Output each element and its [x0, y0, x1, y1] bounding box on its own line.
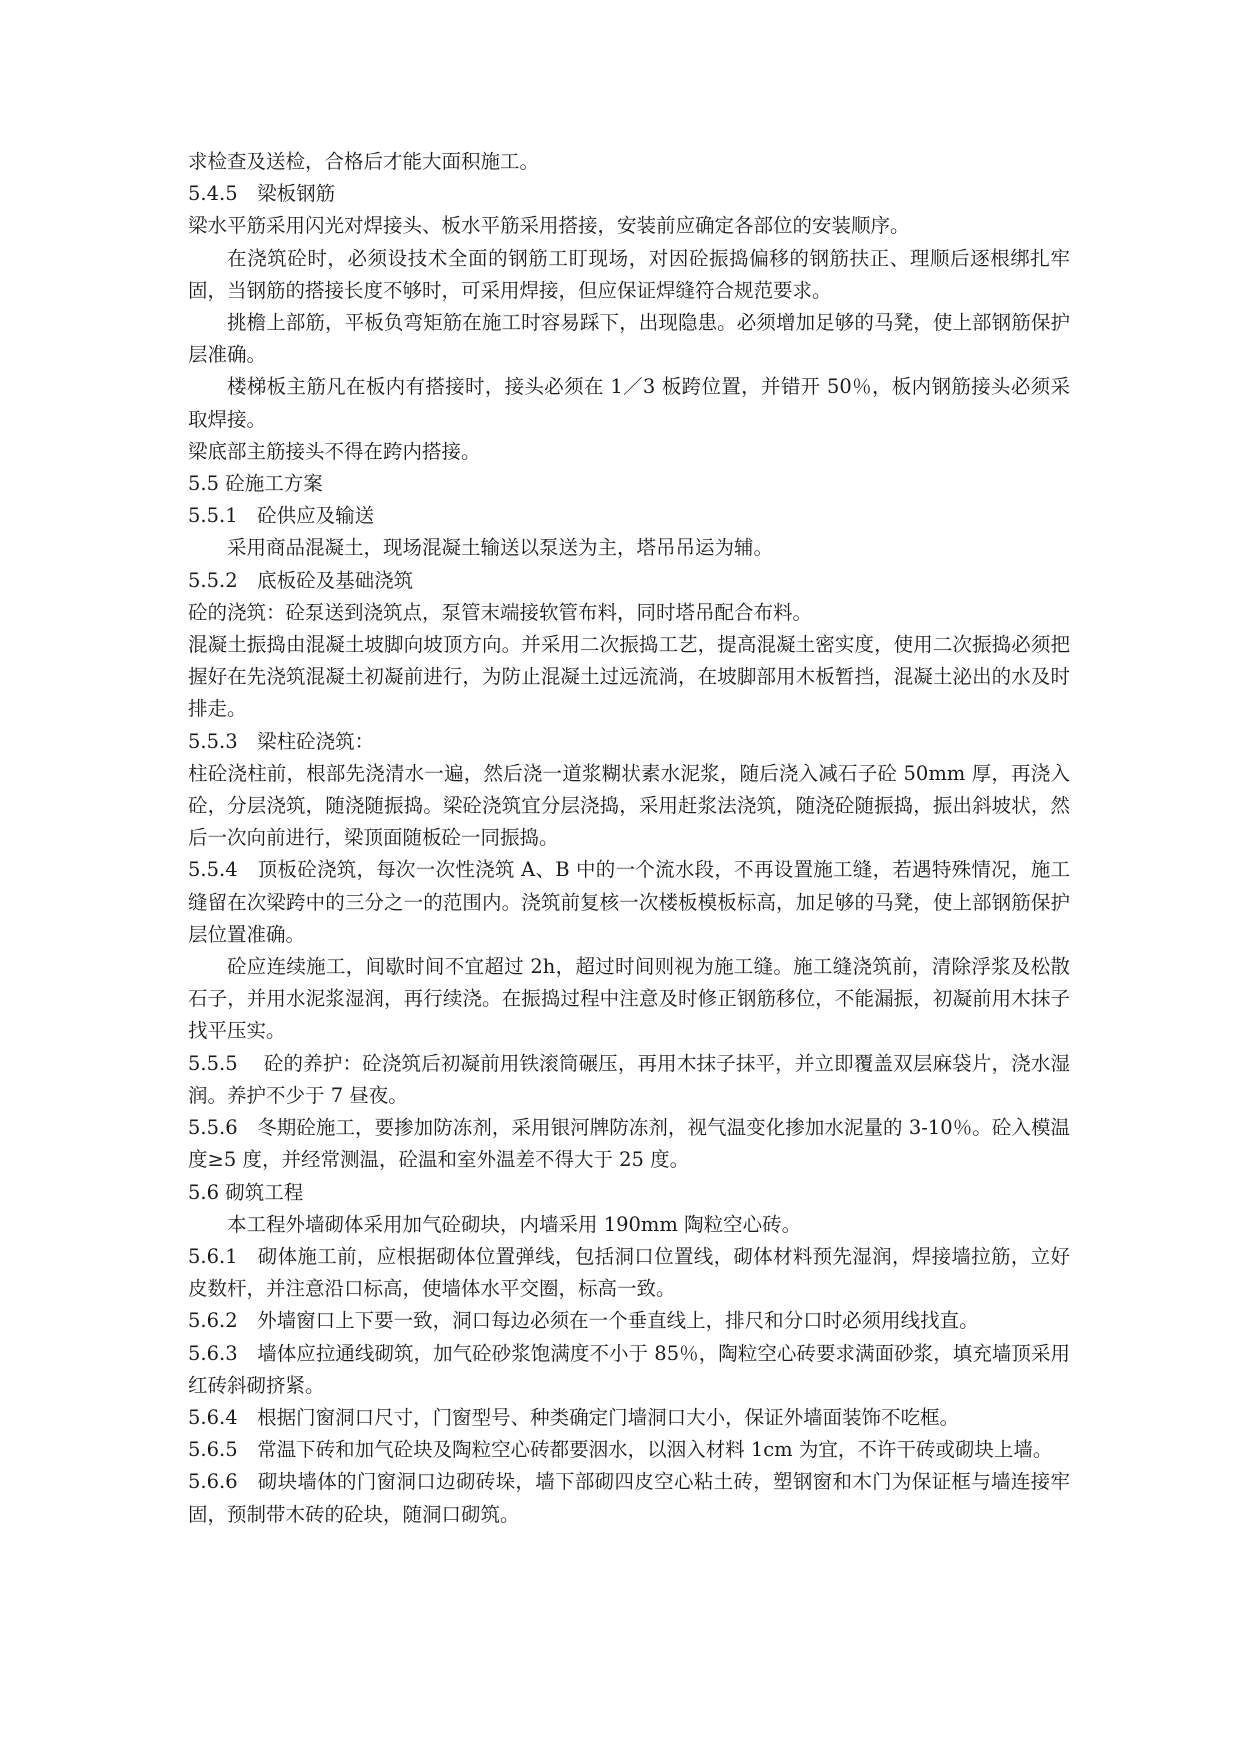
document-body — [188, 146, 1070, 1531]
section-heading: 5.4.5 梁板钢筋 — [188, 182, 336, 206]
paragraph: 5.5.5 砼的养护：砼浇筑后初凝前用铁滚筒碾压，再用木抹子抹平，并立即覆盖双层麻袋片，浇水湿润。养护不少于 7 昼夜。 — [188, 1051, 1070, 1107]
paragraph: 5.6.2 外墙窗口上下要一致，洞口每边必须在一个垂直线上，排尺和分口时必须用线找直。 — [188, 1309, 979, 1333]
paragraph: 砼应连续施工，间歇时间不宜超过 2h，超过时间则视为施工缝。施工缝浇筑前，清除浮浆及松散石子，并用水泥浆湿润，再行续浇。在振捣过程中注意及时修正钢筋移位，不能漏振，初凝前用木抹子找平压实。 — [188, 955, 1070, 1043]
paragraph: 柱砼浇柱前，根部先浇清水一遍，然后浇一道浆糊状素水泥浆，随后浇入减石子砼 50mm 厚，再浇入砼，分层浇筑，随浇随振捣。梁砼浇筑宜分层浇捣，采用赶浆法浇筑，随浇砼随振捣，振出斜坡状，然后一次向前进行，梁顶面随板砼一同振捣。 — [188, 761, 1070, 850]
section-heading: 5.6 砌筑工程 — [188, 1180, 304, 1204]
paragraph: 5.6.4 根据门窗洞口尺寸，门窗型号、种类确定门墙洞口大小，保证外墙面装饰不吃框。 — [188, 1405, 960, 1429]
paragraph: 5.6.6 砌块墙体的门窗洞口边砌砖垛，墙下部砌四皮空心粘土砖，塑钢窗和木门为保证框与墙连接牢固，预制带木砖的砼块，随洞口砌筑。 — [188, 1470, 1070, 1526]
paragraph: 5.6.5 常温下砖和加气砼块及陶粒空心砖都要洇水，以洇入材料 1cm 为宜，不许干砖或砌块上墙。 — [188, 1438, 1053, 1462]
paragraph: 梁水平筋采用闪光对焊接头、板水平筋采用搭接，安装前应确定各部位的安装顺序。 — [188, 214, 910, 238]
section-heading: 5.5 砼施工方案 — [188, 472, 323, 496]
paragraph: 砼的浇筑：砼泵送到浇筑点，泵管末端接软管布料，同时塔吊配合布料。 — [188, 600, 813, 624]
paragraph: 在浇筑砼时，必须设技术全面的钢筋工盯现场，对因砼振捣偏移的钢筋扶正、理顺后逐根绑扎牢固，当钢筋的搭接长度不够时，可采用焊接，但应保证焊缝符合规范要求。 — [188, 246, 1070, 302]
paragraph: 挑檐上部筋，平板负弯矩筋在施工时容易踩下，出现隐患。必须增加足够的马凳，使上部钢筋保护层准确。 — [188, 311, 1070, 367]
section-heading: 5.5.2 底板砼及基础浇筑 — [188, 568, 414, 592]
paragraph: 采用商品混凝土，现场混凝土输送以泵送为主，塔吊吊运为辅。 — [227, 536, 774, 560]
paragraph: 5.6.1 砌体施工前，应根据砌体位置弹线，包括洞口位置线，砌体材料预先湿润，焊接墙拉筋，立好皮数杆，并注意沿口标高，使墙体水平交圈，标高一致。 — [188, 1244, 1070, 1301]
paragraph: 梁底部主筋接头不得在跨内搭接。 — [188, 439, 481, 463]
paragraph: 5.6.3 墙体应拉通线砌筑，加气砼砂浆饱满度不小于 85％，陶粒空心砖要求满面砂浆，填充墙顶采用红砖斜砌挤紧。 — [188, 1341, 1070, 1397]
paragraph: 5.5.4 顶板砼浇筑，每次一次性浇筑 A、B 中的一个流水段，不再设置施工缝，若遇特殊情况，施工缝留在次梁跨中的三分之一的范围内。浇筑前复核一次楼板模板标高，加足够的马凳，使上部钢筋保护层位置准确。 — [188, 858, 1070, 946]
paragraph: 5.5.6 冬期砼施工，要掺加防冻剂，采用银河牌防冻剂，视气温变化掺加水泥量的 3-10％。砼入模温度≥5 度，并经常测温，砼温和室外温差不得大于 25 度。 — [188, 1116, 1070, 1172]
paragraph: 本工程外墙砌体采用加气砼砌块，内墙采用 190mm 陶粒空心砖。 — [227, 1212, 802, 1236]
section-heading: 5.5.1 砼供应及输送 — [188, 504, 375, 528]
paragraph: 求检查及送检，合格后才能大面积施工。 — [188, 150, 540, 173]
paragraph: 楼梯板主筋凡在板内有搭接时，接头必须在 1／3 板跨位置，并错开 50％，板内钢筋接头必须采取焊接。 — [188, 375, 1070, 431]
paragraph: 混凝土振捣由混凝土坡脚向坡顶方向。并采用二次振捣工艺，提高混凝土密实度，使用二次振捣必须把握好在先浇筑混凝土初凝前进行，为防止混凝土过远流淌，在坡脚部用木板暂挡，混凝土泌出的水及时排走。 — [188, 633, 1070, 721]
section-heading: 5.5.3 梁柱砼浇筑： — [188, 729, 375, 753]
